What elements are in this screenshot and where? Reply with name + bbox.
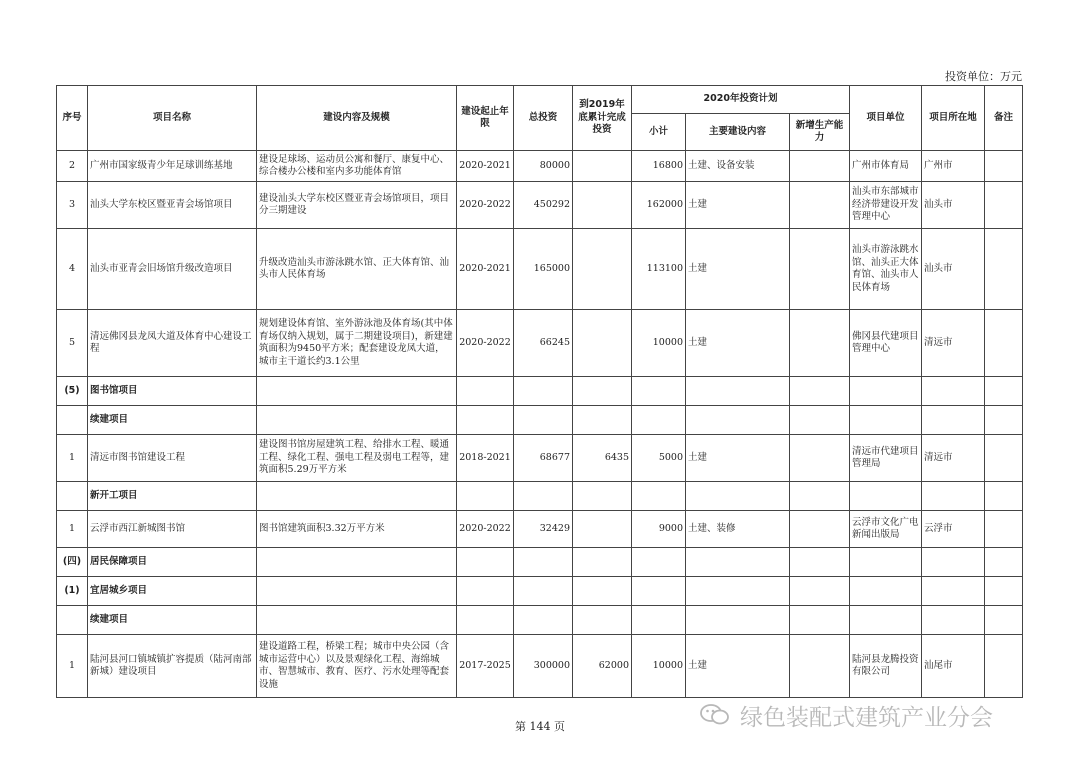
cell-seq: 1 (57, 635, 88, 698)
cell-empty (257, 577, 457, 606)
cell-empty (257, 406, 457, 435)
cell-main: 土建 (686, 635, 790, 698)
header-main: 主要建设内容 (686, 114, 790, 151)
cell-capacity (790, 182, 850, 229)
cell-section-title: 宜居城乡项目 (88, 577, 257, 606)
page-footer: 第 144 页 (515, 720, 565, 733)
cell-seq: 2 (57, 151, 88, 182)
cell-done: 6435 (573, 435, 632, 482)
cell-owner: 广州市体育局 (850, 151, 922, 182)
cell-total: 300000 (514, 635, 573, 698)
table-body (57, 151, 1023, 698)
cell-content: 建设道路工程，桥梁工程；城市中央公园（含城市运营中心）以及景观绿化工程、海绵城市、智慧城市、教育、医疗、污水处理等配套设施 (257, 635, 457, 698)
cell-note (985, 310, 1023, 377)
cell-total: 80000 (514, 151, 573, 182)
section-row (57, 377, 1023, 406)
cell-empty (514, 482, 573, 511)
cell-location: 汕头市 (922, 182, 985, 229)
header-done2019: 到2019年底累计完成投资 (573, 86, 632, 151)
section-row (57, 548, 1023, 577)
section-row (57, 606, 1023, 635)
cell-empty (686, 606, 790, 635)
cell-main: 土建、装修 (686, 511, 790, 548)
cell-total: 450292 (514, 182, 573, 229)
cell-subtotal: 10000 (632, 635, 686, 698)
cell-empty (457, 482, 514, 511)
cell-empty (922, 377, 985, 406)
cell-location: 汕头市 (922, 229, 985, 310)
cell-empty (573, 577, 632, 606)
cell-empty (632, 377, 686, 406)
cell-name: 广州市国家级青少年足球训练基地 (88, 151, 257, 182)
cell-period: 2017-2025 (457, 635, 514, 698)
cell-empty (922, 577, 985, 606)
cell-empty (257, 482, 457, 511)
wechat-bubble-icon (700, 703, 730, 727)
cell-name: 清远佛冈县龙凤大道及体育中心建设工程 (88, 310, 257, 377)
header-plan2020: 2020年投资计划 (632, 86, 850, 114)
cell-empty (457, 577, 514, 606)
cell-empty (632, 482, 686, 511)
cell-period: 2020-2022 (457, 310, 514, 377)
cell-seq: 5 (57, 310, 88, 377)
cell-empty (790, 548, 850, 577)
cell-seq: 3 (57, 182, 88, 229)
cell-location: 广州市 (922, 151, 985, 182)
cell-empty (985, 482, 1023, 511)
cell-seq (57, 482, 88, 511)
header-total: 总投资 (514, 86, 573, 151)
cell-empty (632, 548, 686, 577)
cell-main: 土建 (686, 435, 790, 482)
cell-content: 建设汕头大学东校区暨亚青会场馆项目，项目分三期建设 (257, 182, 457, 229)
cell-empty (457, 377, 514, 406)
cell-main: 土建 (686, 310, 790, 377)
header-content: 建设内容及规模 (257, 86, 457, 151)
watermark-text: 绿色装配式建筑产业分会 (740, 704, 993, 731)
cell-empty (573, 406, 632, 435)
cell-empty (632, 577, 686, 606)
cell-total: 32429 (514, 511, 573, 548)
cell-seq: (1) (57, 577, 88, 606)
cell-owner: 云浮市文化广电新闻出版局 (850, 511, 922, 548)
cell-empty (850, 482, 922, 511)
cell-done (573, 182, 632, 229)
cell-empty (257, 548, 457, 577)
cell-seq: 1 (57, 435, 88, 482)
header-subtotal: 小计 (632, 114, 686, 151)
cell-empty (686, 482, 790, 511)
cell-empty (850, 377, 922, 406)
cell-capacity (790, 310, 850, 377)
cell-content: 规划建设体育馆、室外游泳池及体育场(其中体育场仅纳入规划，属于二期建设项目)，新建建筑面积为9450平方米；配套建设龙凤大道，城市主干道长约3.1公里 (257, 310, 457, 377)
cell-period: 2018-2021 (457, 435, 514, 482)
cell-section-title: 续建项目 (88, 606, 257, 635)
cell-owner: 汕头市游泳跳水馆、汕头正大体育馆、汕头市人民体育场 (850, 229, 922, 310)
cell-main: 土建 (686, 229, 790, 310)
cell-empty (632, 606, 686, 635)
cell-empty (257, 377, 457, 406)
cell-empty (985, 406, 1023, 435)
cell-note (985, 635, 1023, 698)
cell-owner: 清远市代建项目管理局 (850, 435, 922, 482)
cell-period: 2020-2022 (457, 182, 514, 229)
cell-seq: (5) (57, 377, 88, 406)
cell-empty (850, 577, 922, 606)
cell-empty (985, 606, 1023, 635)
cell-empty (985, 377, 1023, 406)
cell-empty (790, 606, 850, 635)
header-capacity: 新增生产能力 (790, 114, 850, 151)
cell-note (985, 435, 1023, 482)
cell-capacity (790, 435, 850, 482)
section-row (57, 406, 1023, 435)
cell-empty (514, 377, 573, 406)
cell-content: 建设图书馆房屋建筑工程、给排水工程、暖通工程、绿化工程、强电工程及弱电工程等，建筑面积5.29万平方米 (257, 435, 457, 482)
cell-empty (850, 606, 922, 635)
cell-done (573, 229, 632, 310)
cell-total: 68677 (514, 435, 573, 482)
cell-location: 云浮市 (922, 511, 985, 548)
header-note: 备注 (985, 86, 1023, 151)
table-row (57, 310, 1023, 377)
cell-done: 62000 (573, 635, 632, 698)
cell-empty (922, 548, 985, 577)
cell-period: 2020-2021 (457, 151, 514, 182)
cell-location: 清远市 (922, 435, 985, 482)
cell-empty (790, 482, 850, 511)
header-location: 项目所在地 (922, 86, 985, 151)
cell-empty (573, 377, 632, 406)
header-period: 建设起止年限 (457, 86, 514, 151)
cell-empty (257, 606, 457, 635)
cell-empty (514, 606, 573, 635)
cell-empty (790, 377, 850, 406)
cell-note (985, 182, 1023, 229)
cell-empty (922, 606, 985, 635)
cell-done (573, 151, 632, 182)
cell-section-title: 居民保障项目 (88, 548, 257, 577)
cell-period: 2020-2022 (457, 511, 514, 548)
cell-subtotal: 113100 (632, 229, 686, 310)
cell-empty (514, 577, 573, 606)
cell-empty (686, 577, 790, 606)
cell-empty (985, 577, 1023, 606)
cell-capacity (790, 635, 850, 698)
cell-name: 汕头大学东校区暨亚青会场馆项目 (88, 182, 257, 229)
investment-table (56, 85, 1023, 698)
table-row (57, 182, 1023, 229)
cell-empty (457, 548, 514, 577)
cell-empty (686, 377, 790, 406)
cell-capacity (790, 511, 850, 548)
cell-note (985, 229, 1023, 310)
cell-capacity (790, 229, 850, 310)
cell-empty (985, 548, 1023, 577)
unit-label: 投资单位：万元 (945, 70, 1022, 83)
watermark (700, 698, 1060, 732)
cell-location: 汕尾市 (922, 635, 985, 698)
cell-empty (514, 548, 573, 577)
section-row (57, 482, 1023, 511)
cell-empty (686, 406, 790, 435)
cell-subtotal: 9000 (632, 511, 686, 548)
table-row (57, 635, 1023, 698)
cell-seq: 1 (57, 511, 88, 548)
cell-done (573, 511, 632, 548)
cell-subtotal: 16800 (632, 151, 686, 182)
cell-owner: 汕头市东部城市经济带建设开发管理中心 (850, 182, 922, 229)
cell-seq: 4 (57, 229, 88, 310)
cell-name: 云浮市西江新城图书馆 (88, 511, 257, 548)
cell-name: 清远市图书馆建设工程 (88, 435, 257, 482)
cell-note (985, 511, 1023, 548)
cell-section-title: 续建项目 (88, 406, 257, 435)
cell-main: 土建、设备安装 (686, 151, 790, 182)
table-row (57, 229, 1023, 310)
header-seq: 序号 (57, 86, 88, 151)
cell-subtotal: 10000 (632, 310, 686, 377)
cell-empty (632, 406, 686, 435)
cell-seq (57, 606, 88, 635)
cell-seq (57, 406, 88, 435)
cell-empty (457, 406, 514, 435)
cell-total: 66245 (514, 310, 573, 377)
cell-total: 165000 (514, 229, 573, 310)
cell-capacity (790, 151, 850, 182)
cell-empty (573, 548, 632, 577)
cell-period: 2020-2021 (457, 229, 514, 310)
cell-empty (850, 548, 922, 577)
table-row (57, 151, 1023, 182)
cell-content: 图书馆建筑面积3.32万平方米 (257, 511, 457, 548)
cell-content: 升级改造汕头市游泳跳水馆、正大体育馆、汕头市人民体育场 (257, 229, 457, 310)
cell-empty (790, 406, 850, 435)
cell-section-title: 新开工项目 (88, 482, 257, 511)
cell-owner: 陆河县龙腾投资有限公司 (850, 635, 922, 698)
cell-empty (922, 482, 985, 511)
cell-empty (686, 548, 790, 577)
cell-subtotal: 5000 (632, 435, 686, 482)
cell-note (985, 151, 1023, 182)
header-owner: 项目单位 (850, 86, 922, 151)
cell-seq: (四) (57, 548, 88, 577)
cell-empty (790, 577, 850, 606)
cell-name: 汕头市亚青会旧场馆升级改造项目 (88, 229, 257, 310)
cell-done (573, 310, 632, 377)
header-name: 项目名称 (88, 86, 257, 151)
cell-empty (573, 482, 632, 511)
cell-empty (457, 606, 514, 635)
cell-content: 建设足球场、运动员公寓和餐厅、康复中心、综合楼办公楼和室内多功能体育馆 (257, 151, 457, 182)
cell-owner: 佛冈县代建项目管理中心 (850, 310, 922, 377)
cell-section-title: 图书馆项目 (88, 377, 257, 406)
section-row (57, 577, 1023, 606)
cell-empty (922, 406, 985, 435)
cell-empty (850, 406, 922, 435)
cell-name: 陆河县河口镇城镇扩容提质（陆河南部新城）建设项目 (88, 635, 257, 698)
table-row (57, 435, 1023, 482)
cell-empty (514, 406, 573, 435)
cell-empty (573, 606, 632, 635)
cell-location: 清远市 (922, 310, 985, 377)
cell-subtotal: 162000 (632, 182, 686, 229)
cell-main: 土建 (686, 182, 790, 229)
table-row (57, 511, 1023, 548)
